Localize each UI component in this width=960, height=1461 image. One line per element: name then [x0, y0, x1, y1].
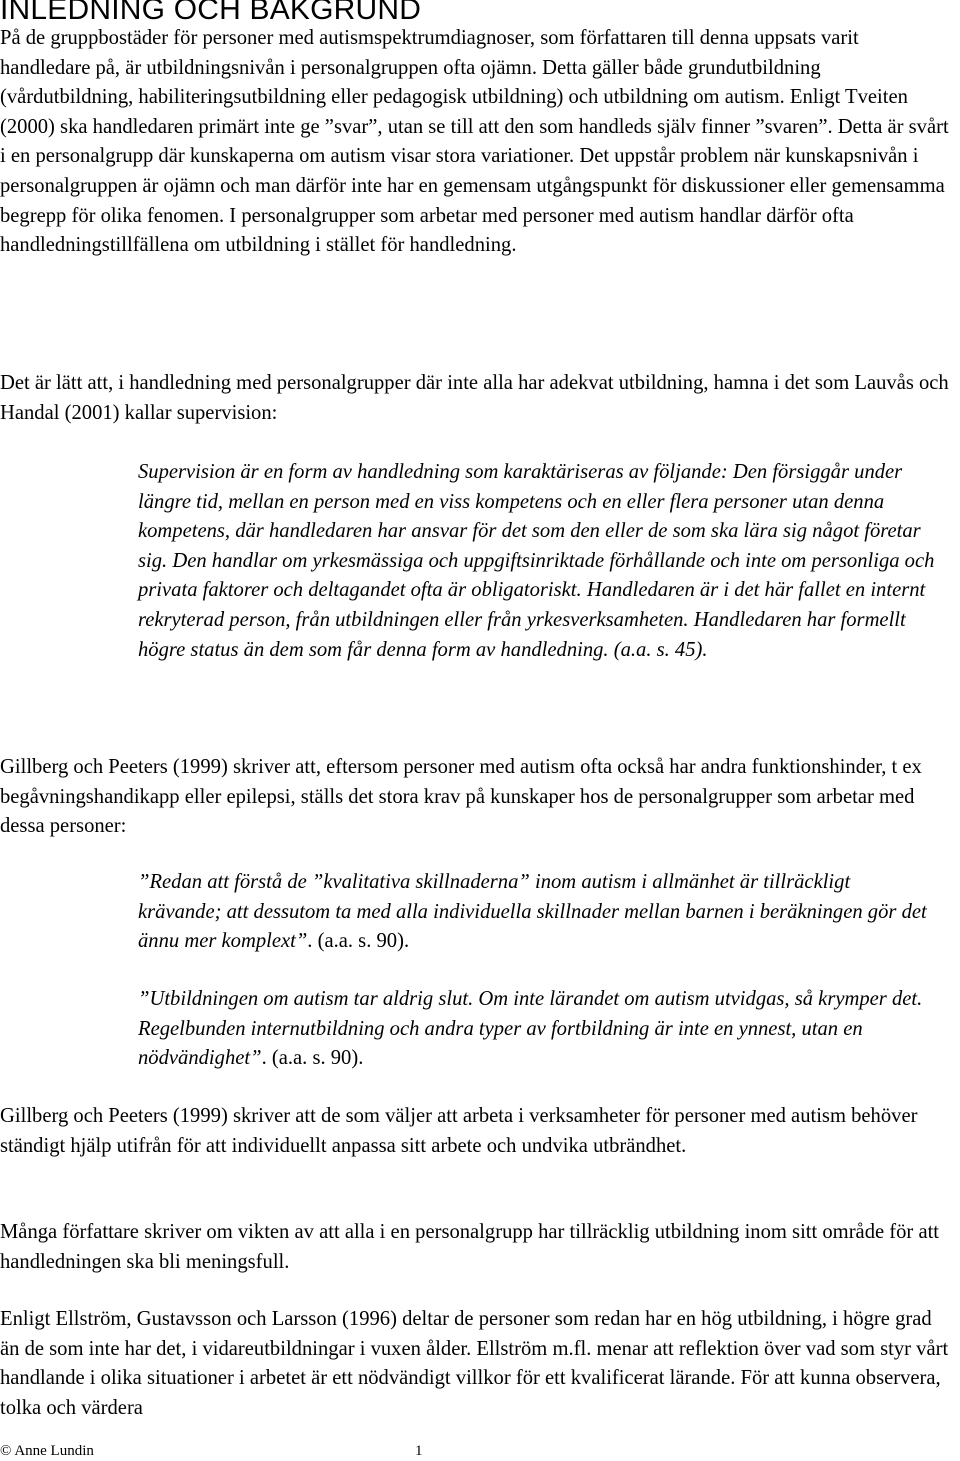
paragraph-manga-forfattare: Många författare skriver om vikten av att alla i en personalgrupp har tillräcklig utbildning inom sitt område för att handledningen ska bli meningsfull.	[0, 1221, 940, 1273]
section-heading: INLEDNING OCH BAKGRUND	[0, 0, 422, 26]
page-number: 1	[415, 1443, 423, 1459]
paragraph-gillberg-peeters-1: Gillberg och Peeters (1999) skriver att, eftersom personer med autism ofta också har andra funktionshinder, t ex begåvningshandikapp eller epilepsi, ställs det stora krav på kunskaper hos de personalgrupper som arbetar med dessa personer:	[0, 756, 922, 838]
quote-reference: . (a.a. s. 90).	[261, 1047, 364, 1070]
blockquote-supervision: Supervision är en form av handledning som karaktäriseras av följande: Den försiggår under längre tid, mellan en person med en viss kompetens och en eller flera personer utan denna kompetens, där handledaren har ansvar för det som den eller de som ska lära sig något företar sig. Den handlar om yrkesmässiga och uppgiftsinriktade förhållande och inte om personliga och privata faktorer och deltagandet ofta är obligatoriskt. Handledaren är i det här fallet en internt rekryterad person, från utbildningen eller från yrkesverksamheten. Handledaren har formellt högre status än dem som får denna form av handledning. (a.a. s. 45).	[138, 461, 935, 661]
quote-text: ”Redan att förstå de ”kvalitativa skillnaderna” inom autism i allmänhet är tillräckligt krävande; att dessutom ta med alla individuella skillnader mellan barnen i beräkningen gör det ännu mer komplext”	[138, 871, 927, 953]
paragraph-gillberg-peeters-2: Gillberg och Peeters (1999) skriver att de som väljer att arbeta i verksamheter för personer med autism behöver ständigt hjälp utifrån för att individuellt anpassa sitt arbete och undvika utbrändhet.	[0, 1105, 918, 1157]
paragraph-ellstrom: Enligt Ellström, Gustavsson och Larsson (1996) deltar de personer som redan har en hög utbildning, i högre grad än de som inte har det, i vidareutbildningar i vuxen ålder. Ellström m.fl. menar att reflektion över vad som styr vårt handlande i olika situationer i arbetet är ett nödvändigt villkor för ett kvalificerat lärande. För att kunna observera, tolka och värdera	[0, 1308, 949, 1419]
quote-text: ”Utbildningen om autism tar aldrig slut. Om inte lärandet om autism utvidgas, så krymper det. Regelbunden internutbildning och andra typer av fortbildning är inte en ynnest, utan en nödvändighet”	[138, 988, 923, 1070]
footer-copyright: © Anne Lundin	[0, 1443, 94, 1459]
paragraph-background: På de gruppbostäder för personer med autismspektrumdiagnoser, som författaren till denna uppsats varit handledare på, är utbildningsnivån i personalgruppen ofta ojämn. Detta gäller både grundutbildning (vårdutbildning, habiliteringsutbildning eller pedagogisk utbildning) och utbildning om autism. Enligt Tveiten (2000) ska handledaren primärt inte ge ”svar”, utan se till att den som handleds själv finner ”svaren”. Detta är svårt i en personalgrupp där kunskaperna om autism visar stora variationer. Det uppstår problem när kunskapsnivån i personalgruppen är ojämn och man därför inte har en gemensam utgångspunkt för diskussioner eller gemensamma begrepp för olika fenomen. I personalgrupper som arbetar med personer med autism handlar därför ofta handledningstillfällena om utbildning i stället för handledning.	[0, 27, 949, 257]
paragraph-supervision-intro: Det är lätt att, i handledning med personalgrupper där inte alla har adekvat utbildning, hamna i det som Lauvås och Handal (2001) kallar supervision:	[0, 372, 949, 424]
blockquote-kvalitativa-skillnader	[138, 868, 938, 957]
blockquote-utbildningen	[138, 985, 938, 1074]
quote-reference: . (a.a. s. 90).	[307, 930, 410, 953]
